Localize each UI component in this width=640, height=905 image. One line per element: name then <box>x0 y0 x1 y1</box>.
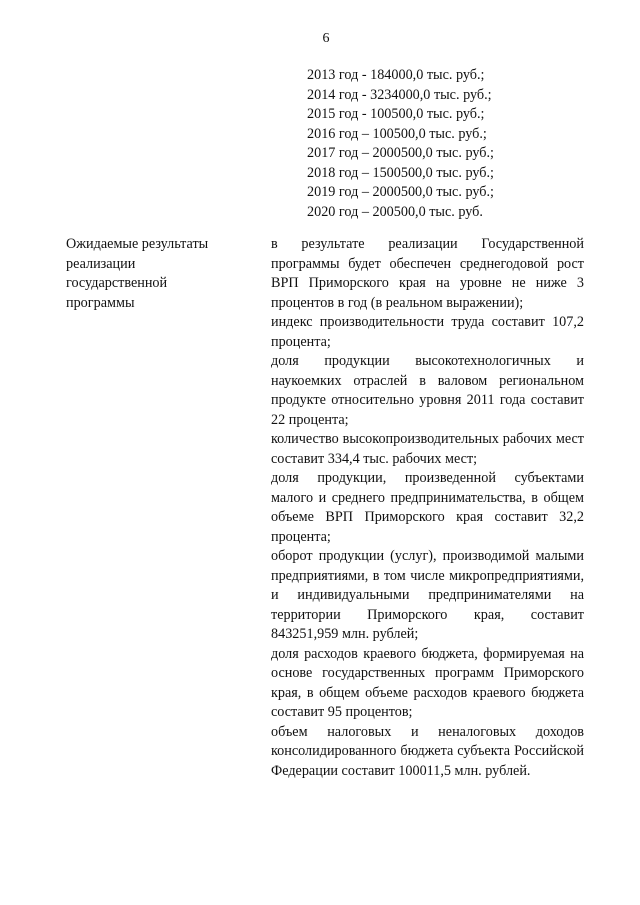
funding-year-2019: 2019 год – 2000500,0 тыс. руб.; <box>307 184 494 200</box>
result-labor-productivity: индекс производительности труда составит 107,2 процента; <box>271 314 584 350</box>
funding-year-2017: 2017 год – 2000500,0 тыс. руб.; <box>307 145 494 161</box>
expected-results-row <box>66 235 586 795</box>
funding-year-2018: 2018 год – 1500500,0 тыс. руб.; <box>307 164 494 181</box>
result-sme-share: доля продукции, произведенной субъектами малого и среднего предпринимательства, в общем объеме ВРП Приморского края составит 32,2 процента; <box>271 470 584 545</box>
funding-year-2015: 2015 год - 100500,0 тыс. руб.; <box>307 106 485 122</box>
funding-year-2014: 2014 год - 3234000,0 тыс. руб.; <box>307 86 492 103</box>
result-high-productivity-jobs: количество высокопроизводительных рабочих мест составит 334,4 тыс. рабочих мест; <box>271 431 584 467</box>
result-tax-revenue: объем налоговых и неналоговых доходов консолидированного бюджета субъекта Российской Федерации составит 100011,5 млн. рублей. <box>271 723 584 779</box>
page-number: 6 <box>322 31 330 46</box>
funding-year-2013: 2013 год - 184000,0 тыс. руб.; <box>307 67 485 83</box>
result-small-business-turnover: оборот продукции (услуг), производимой малыми предприятиями, в том числе микропредприятиями, и индивидуальными предпринимателями на территории Приморского края, составит 843251,959 млн. рублей; <box>271 548 584 642</box>
funding-by-year-list <box>307 66 567 222</box>
expected-results-list <box>271 235 584 781</box>
funding-year-2020: 2020 год – 200500,0 тыс. руб. <box>307 203 483 220</box>
result-program-budget-share: доля расходов краевого бюджета, формируемая на основе государственных программ Приморского края, в общем объеме расходов краевого бюджета составит 95 процентов; <box>271 645 584 720</box>
expected-results-label: Ожидаемые результаты реализации государственной программы <box>66 236 209 311</box>
result-high-tech-share: доля продукции высокотехнологичных и наукоемких отраслей в валовом региональном продукте относительно уровня 2011 года составит 22 процента; <box>271 353 584 428</box>
result-grp-growth: в результате реализации Государственной программы будет обеспечен среднегодовой рост ВРП Приморского края на уровне не ниже 3 процентов в год (в реальном выражении); <box>271 236 584 311</box>
funding-year-2016: 2016 год – 100500,0 тыс. руб.; <box>307 125 487 142</box>
